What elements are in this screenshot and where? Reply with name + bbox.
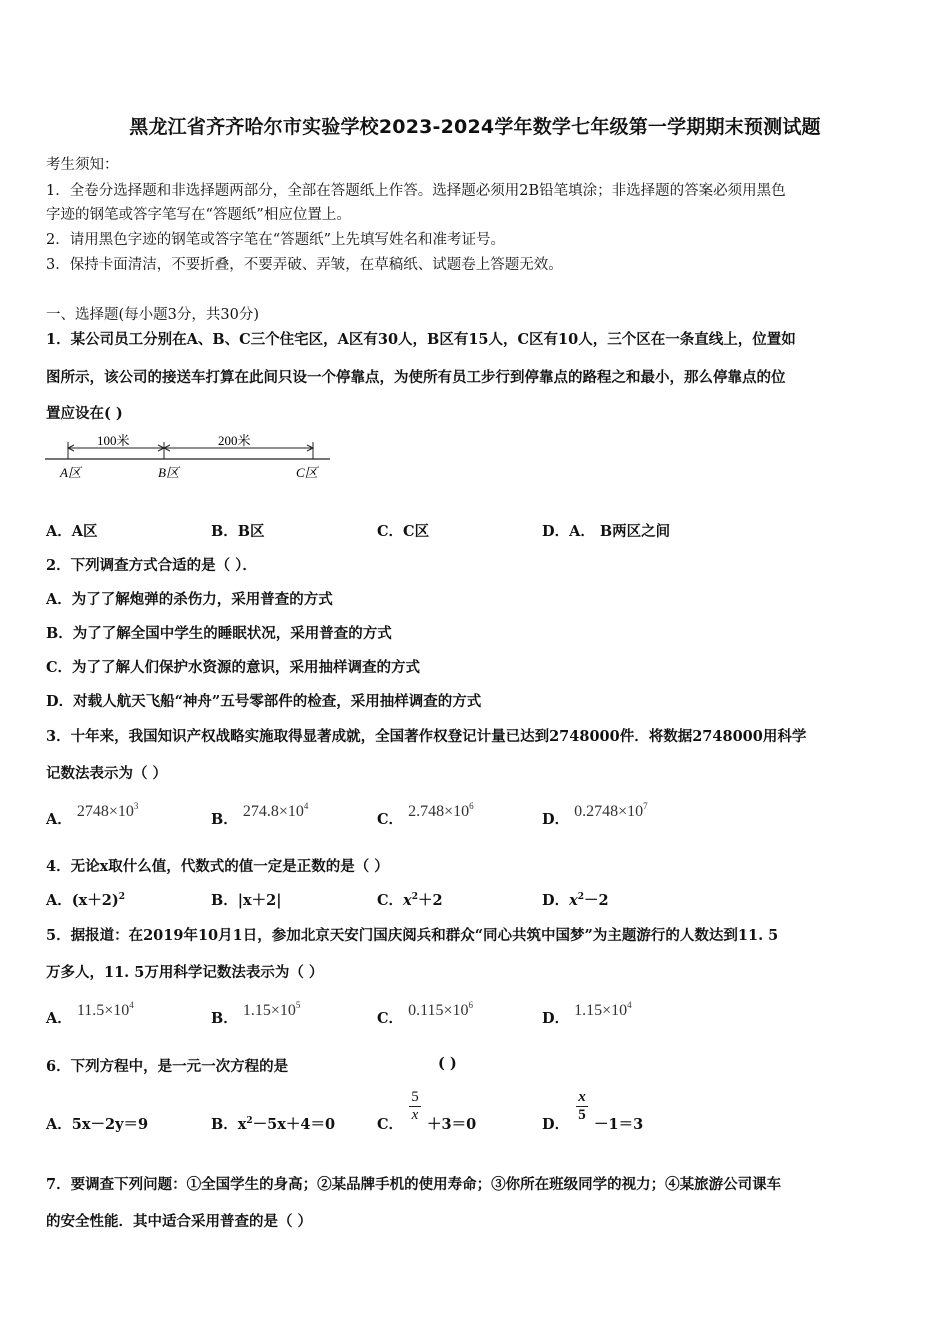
q5-option-b[interactable]	[211, 1000, 301, 1028]
q6-c-numerator: 5	[411, 1089, 419, 1105]
q2-stem: 2．下列调查方式合适的是（ ）．	[46, 557, 257, 574]
q3-option-b[interactable]	[211, 801, 309, 829]
q3-a-exp: 3	[133, 801, 139, 811]
q3-option-a-value	[77, 803, 139, 820]
q5-option-d-value	[574, 1002, 632, 1019]
q4-b-label: B．	[211, 892, 238, 909]
q3-option-b-label: B．	[211, 811, 238, 828]
q6-b-var: x	[237, 1116, 247, 1133]
q1-option-d[interactable]: D．A． B两区之间	[542, 523, 671, 540]
q3-stem-line-2: 记数法表示为（ ）	[46, 765, 168, 782]
q1-option-c[interactable]: C．C区	[377, 523, 430, 540]
q4-stem: 4．无论x取什么值，代数式的值一定是正数的是（ ）	[46, 858, 389, 875]
q5-option-c[interactable]	[377, 1000, 474, 1028]
q6-c-denominator: x	[411, 1107, 419, 1123]
q6-stem: 6．下列方程中，是一元一次方程的是	[46, 1058, 289, 1075]
q6-option-d-fraction	[572, 1089, 592, 1124]
q4-c-rest: ＋2	[417, 892, 443, 909]
q4-a-label: A．	[46, 892, 72, 909]
q1-stem-line-1: 1．某公司员工分别在A、B、C三个住宅区，A区有30人，B区有15人，C区有10人，三个区在一条直线上，位置如	[46, 331, 796, 348]
q4-d-label: D．	[542, 892, 570, 909]
q3-c-exp: 6	[469, 801, 474, 811]
q3-option-d-value	[574, 803, 648, 820]
q1-stem-line-3: 置应设在( )	[46, 405, 123, 422]
q5-stem-line-2: 万多人，11. 5万用科学记数法表示为（ ）	[46, 964, 324, 981]
segment-bc-label: 200米	[218, 433, 251, 448]
q5-b-label: B．	[211, 1010, 238, 1027]
point-b-label: B区	[158, 465, 179, 480]
q6-d-denominator: 5	[578, 1107, 586, 1123]
q6-option-b[interactable]	[211, 1113, 335, 1134]
q4-c-exp: 2	[411, 892, 418, 903]
q3-option-b-value	[243, 803, 309, 820]
q4-c-label: C．	[377, 892, 404, 909]
q5-d-exp: 4	[627, 1000, 632, 1010]
q5-d-label: D．	[542, 1010, 570, 1027]
q3-option-a[interactable]	[46, 801, 139, 829]
page-title: 黑龙江省齐齐哈尔市实验学校2023-2024学年数学七年级第一学期期末预测试题	[129, 116, 821, 138]
q5-c-label: C．	[377, 1010, 404, 1027]
q6-option-d-rest: －1＝3	[594, 1116, 644, 1133]
q5-a-base: 11.5×10	[76, 1002, 130, 1019]
q3-option-c-label: C．	[377, 811, 404, 828]
q6-d-numerator: x	[578, 1089, 586, 1105]
section-heading: 一、选择题(每小题3分，共30分)	[46, 307, 259, 323]
q4-d-exp: 2	[577, 892, 584, 903]
q3-option-c-value	[408, 803, 474, 820]
q6-b-label: B．	[211, 1116, 238, 1133]
q3-option-c[interactable]	[377, 801, 474, 829]
q6-option-d-label[interactable]: D．	[542, 1116, 570, 1133]
q6-option-a[interactable]: A．5x－2y＝9	[46, 1116, 149, 1133]
q6-option-c-rest: ＋3＝0	[427, 1116, 477, 1133]
q1-stem-line-2: 图所示，该公司的接送车打算在此间只设一个停靠点，为使所有员工步行到停靠点的路程之和最小，那么停靠点的位	[46, 369, 786, 386]
q2-option-d[interactable]: D．对载人航天飞船“神舟”五号零部件的检查，采用抽样调查的方式	[46, 693, 482, 710]
q6-option-c-label[interactable]: C．	[377, 1116, 404, 1133]
q4-option-a[interactable]	[46, 889, 125, 910]
q4-a-expr: (x＋2)	[71, 892, 119, 909]
q3-option-d[interactable]	[542, 801, 648, 829]
point-c-label: C区	[296, 465, 318, 480]
q4-b-expr: |x＋2|	[237, 892, 282, 909]
q3-option-a-label: A．	[46, 811, 72, 828]
q3-c-base: 2.748×10	[408, 803, 470, 820]
q3-d-base: 0.2748×10	[574, 803, 644, 820]
notice-heading: 考生须知：	[46, 157, 119, 173]
q5-option-a-value	[77, 1002, 134, 1019]
q7-stem-line-1: 7．要调查下列问题：①全国学生的身高；②某品牌手机的使用寿命；③你所在班级同学的视力；④某旅游公司课车	[46, 1176, 782, 1193]
notice-item-1-line-2: 字迹的钢笔或答字笔写在“答题纸”相应位置上。	[46, 207, 351, 223]
q3-option-d-label: D．	[542, 811, 570, 828]
q4-d-rest: －2	[584, 892, 609, 909]
q4-option-d[interactable]	[542, 889, 609, 910]
notice-item-2: 2．请用黑色字迹的钢笔或答字笔在“答题纸”上先填写姓名和准考证号。	[46, 232, 506, 248]
segment-ab-label: 100米	[97, 433, 130, 448]
q4-option-b[interactable]	[211, 889, 282, 910]
q2-option-c[interactable]: C．为了了解人们保护水资源的意识，采用抽样调查的方式	[46, 659, 421, 676]
q1-option-b[interactable]: B．B区	[211, 523, 265, 540]
q5-option-a[interactable]	[46, 1000, 134, 1028]
q5-d-base: 1.15×10	[574, 1002, 628, 1019]
q4-option-c[interactable]	[377, 889, 443, 910]
q5-c-base: 0.115×10	[408, 1002, 469, 1019]
q7-stem-line-2: 的安全性能．其中适合采用普查的是（ ）	[46, 1213, 313, 1230]
q5-a-exp: 4	[129, 1000, 134, 1010]
q2-option-b[interactable]: B．为了了解全国中学生的睡眠状况，采用普查的方式	[46, 625, 392, 642]
q1-option-a[interactable]: A．A区	[46, 523, 98, 540]
q5-option-c-value	[408, 1002, 473, 1019]
notice-item-1-line-1: 1．全卷分选择题和非选择题两部分，全部在答题纸上作答。选择题必须用2B铅笔填涂；非选择题的答案必须用黑色	[46, 183, 786, 199]
q4-d-var: x	[569, 892, 578, 909]
q6-answer-paren: ( )	[438, 1055, 457, 1072]
q5-b-base: 1.15×10	[242, 1002, 296, 1019]
notice-item-3: 3．保持卡面清洁，不要折叠，不要弄破、弄皱，在草稿纸、试题卷上答题无效。	[46, 257, 563, 273]
q3-stem-line-1: 3．十年来，我国知识产权战略实施取得显著成就，全国著作权登记计量已达到2748000件．将数据2748000用科学	[46, 728, 807, 745]
q3-b-base: 274.8×10	[242, 803, 304, 820]
q3-a-base: 2748×10	[76, 803, 134, 820]
point-a-label: A区	[60, 465, 81, 480]
q5-option-b-value	[243, 1002, 301, 1019]
q4-c-var: x	[403, 892, 412, 909]
q2-option-a[interactable]: A．为了了解炮弹的杀伤力，采用普查的方式	[46, 591, 333, 608]
q4-a-exp: 2	[118, 892, 125, 903]
q3-d-exp: 7	[643, 801, 648, 811]
q3-b-exp: 4	[303, 801, 309, 811]
q5-a-label: A．	[46, 1010, 72, 1027]
q1-number-line-figure	[40, 428, 340, 488]
q5-stem-line-1: 5．据报道：在2019年10月1日，参加北京天安门国庆阅兵和群众“同心共筑中国梦”为主题游行的人数达到11. 5	[46, 927, 779, 944]
q6-option-c-fraction	[405, 1089, 425, 1124]
q5-c-exp: 6	[468, 1000, 474, 1010]
q6-b-rest: －5x＋4＝0	[252, 1116, 336, 1133]
q6-b-exp: 2	[246, 1116, 253, 1127]
q5-option-d[interactable]	[542, 1000, 632, 1028]
q5-b-exp: 5	[295, 1000, 301, 1010]
